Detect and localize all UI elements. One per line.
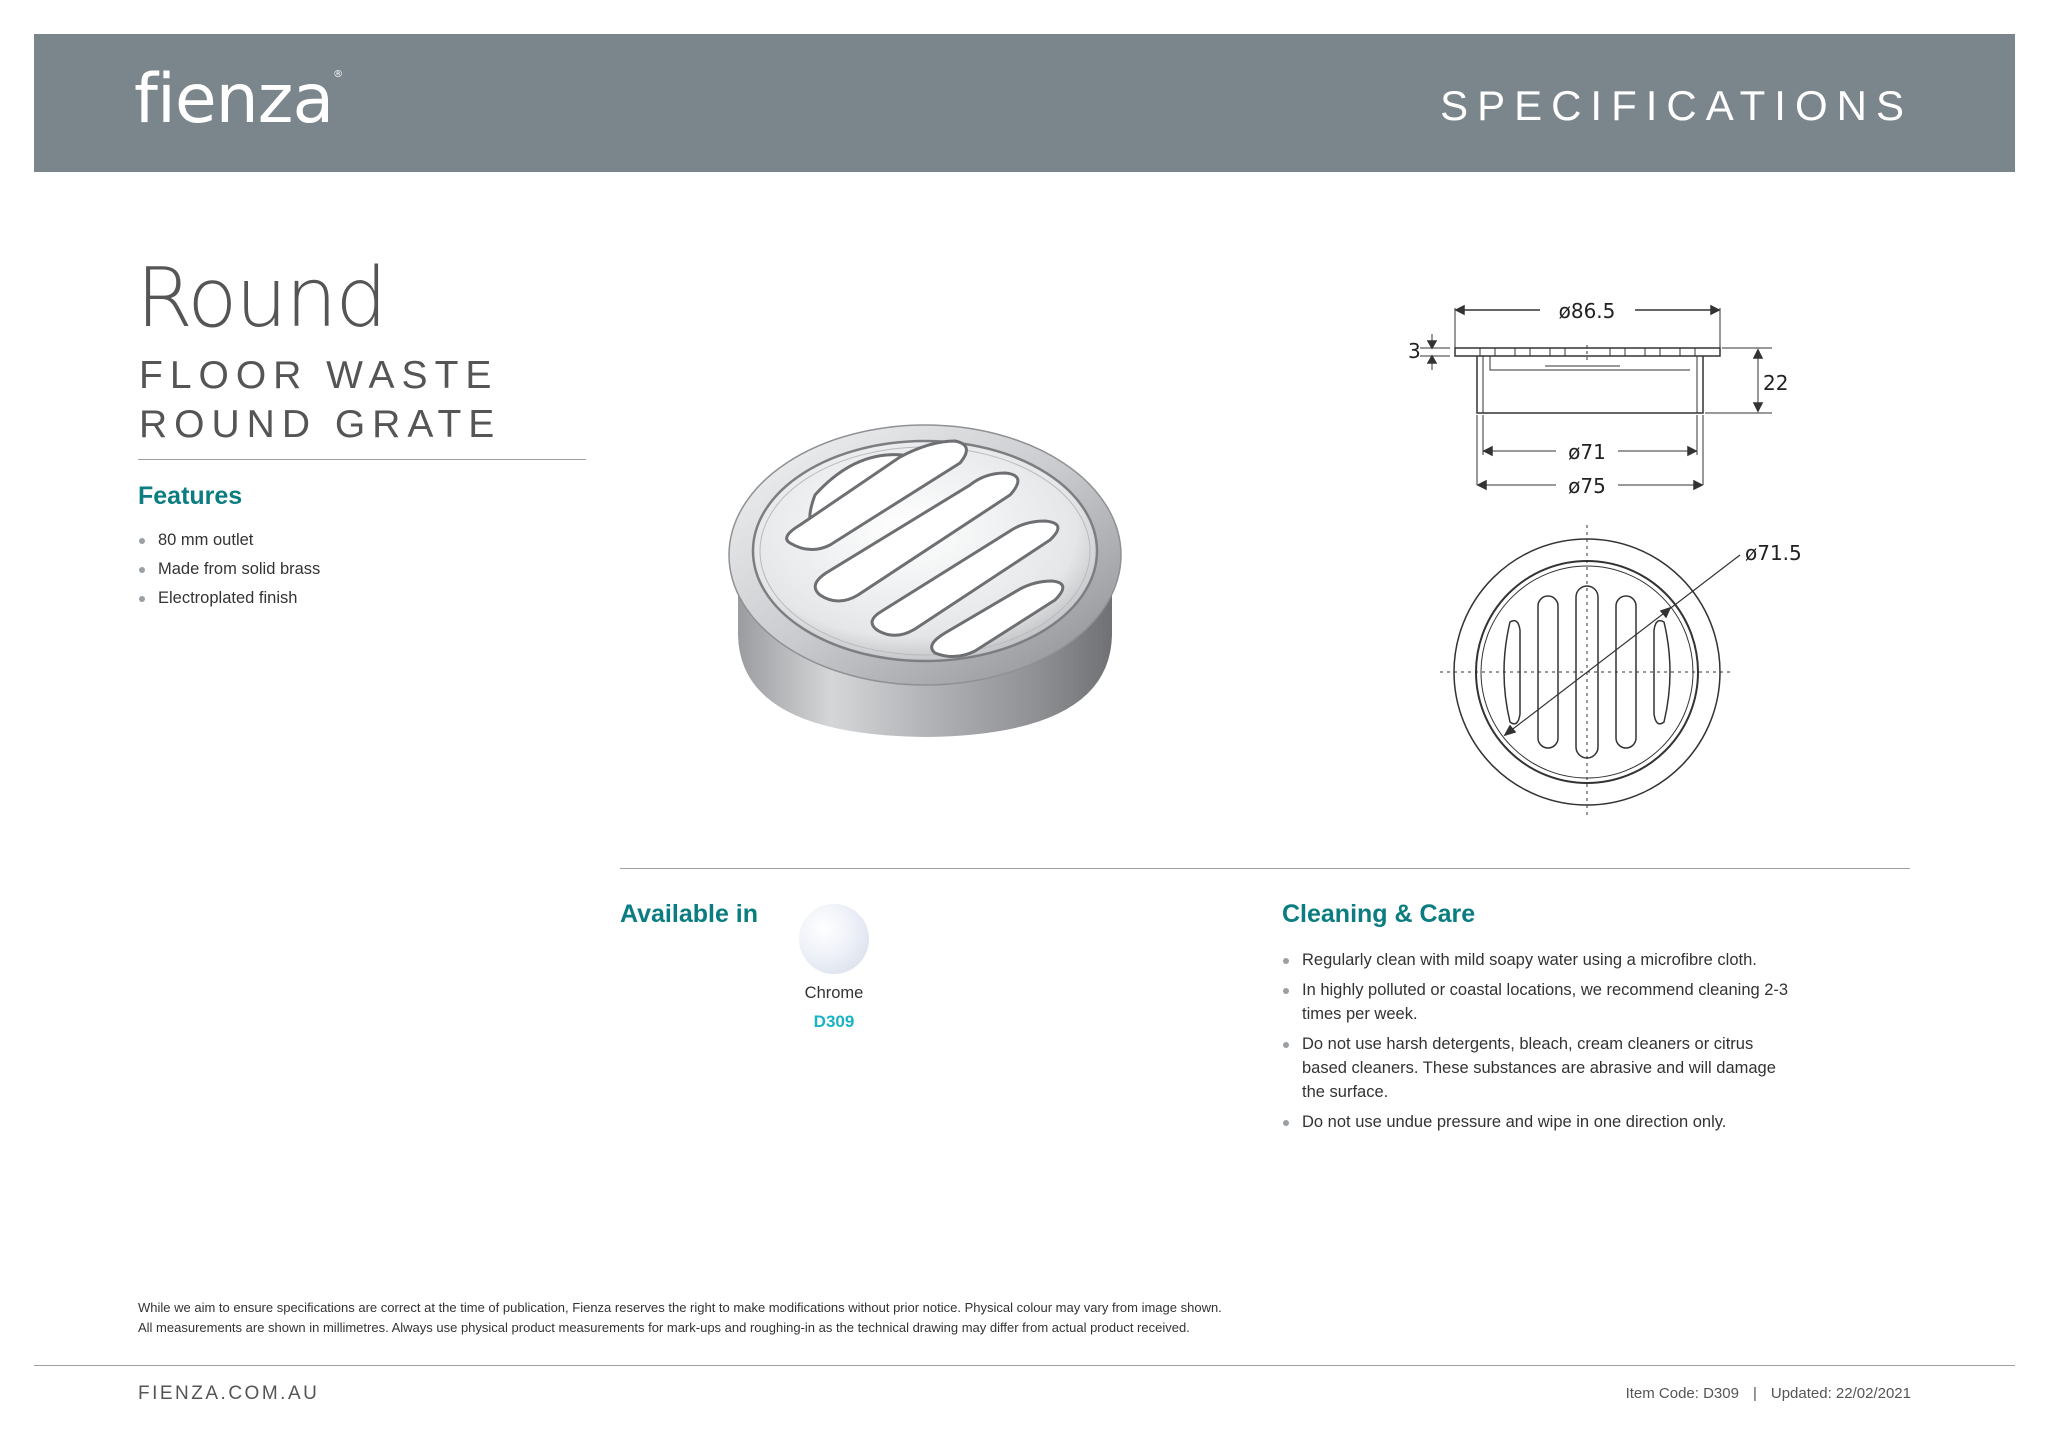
chrome-swatch [799,904,869,974]
dim-total-height: 22 [1763,371,1789,395]
care-item: Do not use undue pressure and wipe in one direction only. [1282,1110,1802,1134]
features-heading: Features [138,482,243,510]
registered-mark: ® [333,69,343,80]
dim-grate-diameter: ø71.5 [1745,541,1802,565]
footer-separator: | [1752,1385,1757,1402]
cleaning-care-heading: Cleaning & Care [1282,900,1476,928]
side-view [1408,299,1788,498]
available-in-heading: Available in [620,900,759,928]
item-code: Item Code: D309 [1625,1385,1739,1402]
header-band [34,34,2015,172]
top-view [1440,525,1802,818]
footer-meta [1626,1385,1911,1402]
dim-inner-diameter: ø71 [1568,440,1606,464]
care-item: In highly polluted or coastal locations, we recommend cleaning 2-3 times per week. [1282,978,1802,1026]
feature-item: Made from solid brass [138,557,320,581]
finish-code: D309 [813,1012,855,1031]
specifications-label: SPECIFICATIONS [1440,82,1913,129]
updated-date: Updated: 22/02/2021 [1770,1385,1911,1402]
disclaimer-line: While we aim to ensure specifications are correct at the time of publication, Fienza reserves the right to make modifications without prior notice. Physical colour may vary from image shown. [138,1300,1222,1315]
logo-text: fienza [134,60,334,139]
section-divider [620,868,1910,869]
fienza-logo [134,56,342,144]
dim-outer-diameter: ø75 [1568,474,1606,498]
dim-flange-height: 3 [1408,339,1421,363]
product-subtitle-line1: FLOOR WASTE [139,354,499,397]
footer-divider [34,1365,2015,1366]
technical-drawing [1380,290,1802,830]
care-item: Regularly clean with mild soapy water using a microfibre cloth. [1282,948,1802,972]
product-image [700,375,1180,745]
website-link[interactable]: FIENZA.COM.AU [138,1383,320,1404]
care-item: Do not use harsh detergents, bleach, cream cleaners or citrus based cleaners. These substances are abrasive and will damage the surface. [1282,1032,1802,1104]
care-list [1282,948,1802,1140]
dim-top-diameter: ø86.5 [1558,299,1616,323]
feature-item: Electroplated finish [138,586,320,610]
title-divider [138,459,586,460]
finish-name: Chrome [804,984,864,1002]
disclaimer-line: All measurements are shown in millimetres. Always use physical product measurements for mark-ups and roughing-in as the technical drawing may differ from actual product received. [138,1320,1190,1335]
feature-item: 80 mm outlet [138,528,320,552]
product-name: Round [136,251,386,346]
disclaimer [138,1298,1222,1338]
product-subtitle-line2: ROUND GRATE [139,403,502,446]
features-list [138,528,320,615]
